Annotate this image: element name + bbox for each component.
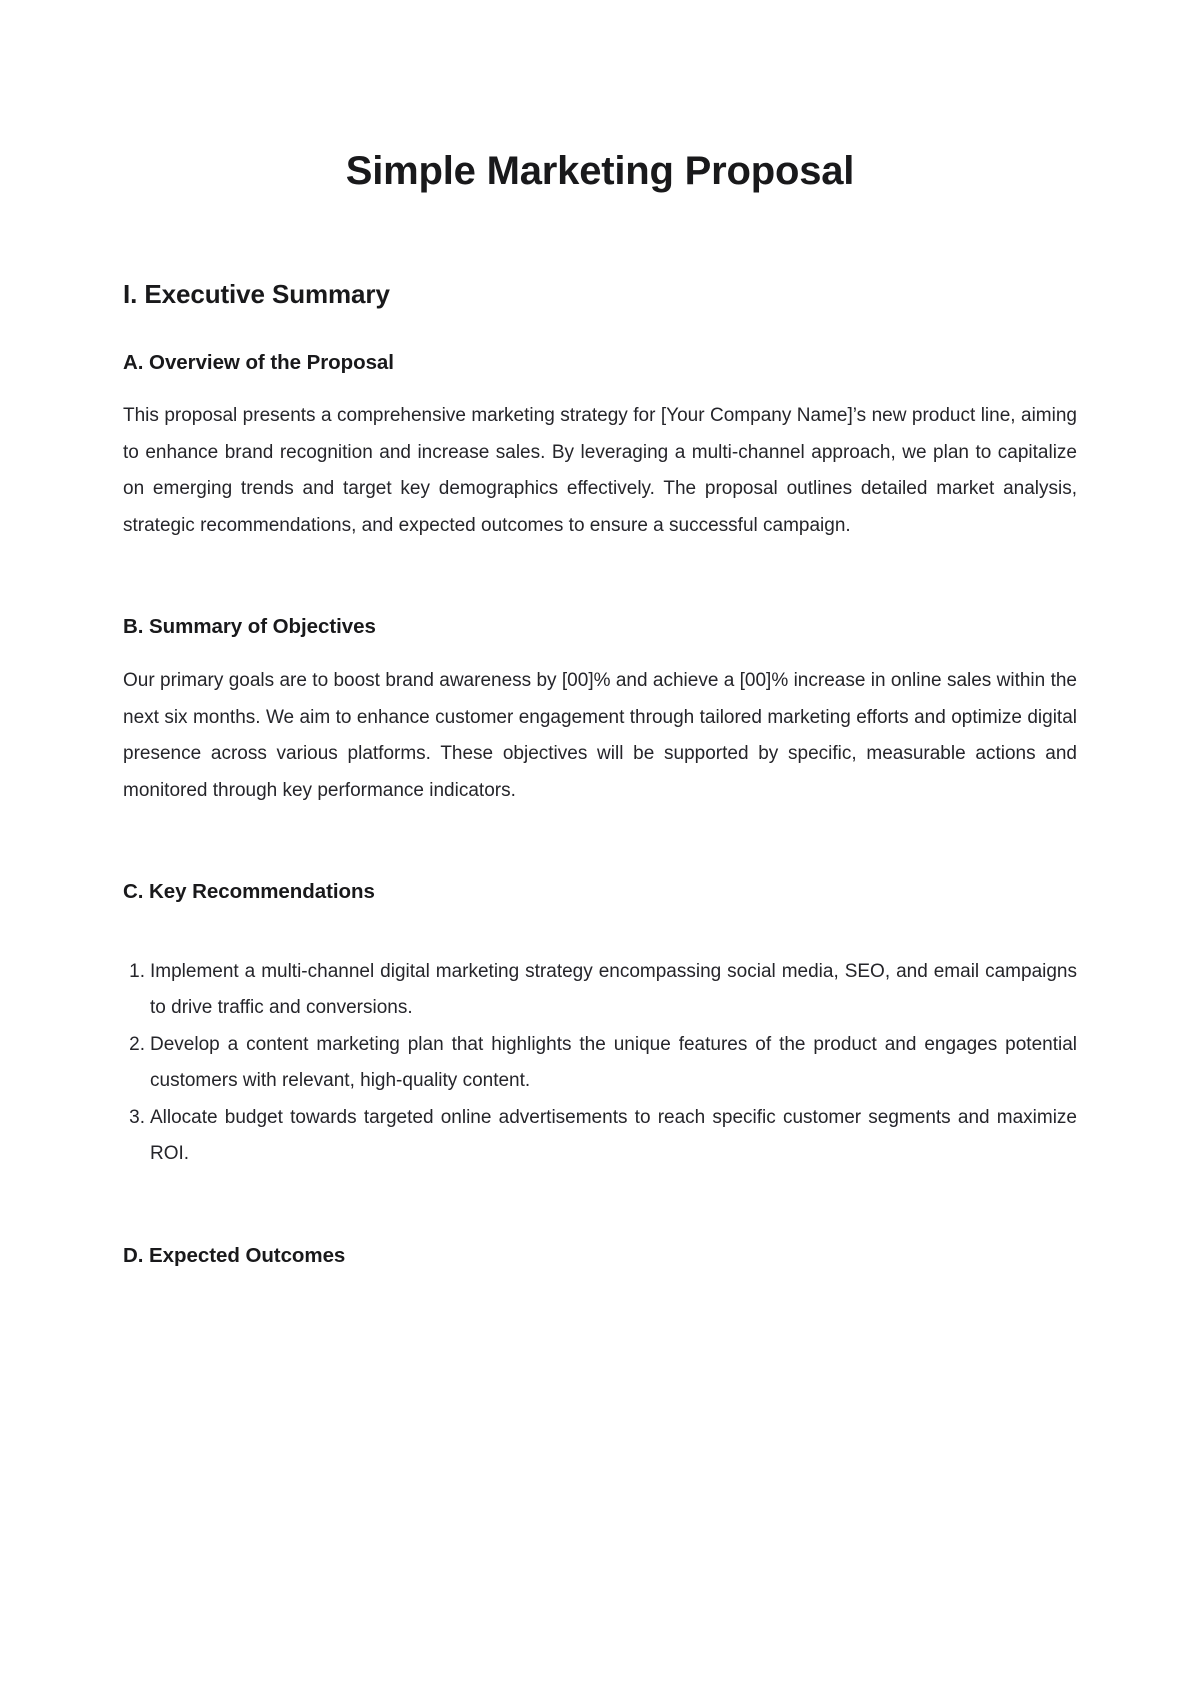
- page-title: Simple Marketing Proposal: [345, 149, 855, 193]
- list-item-text: Allocate budget towards targeted online advertisements to reach specific customer segments and maximize ROI.: [150, 1106, 1077, 1165]
- subsection-heading-expected-outcomes: D. Expected Outcomes: [123, 1243, 346, 1267]
- paragraph-summary-of-objectives: Our primary goals are to boost brand awareness by [00]% and achieve a [00]% increase in online sales within the next six months. We aim to enhance customer engagement through tailored marketing efforts and optimize digital presence across various platforms. These objectives will be supported by specific, measurable actions and monitored through key performance indicators.: [123, 670, 1077, 801]
- key-recommendations-list: [123, 906, 1077, 1173]
- list-item: [123, 1027, 1077, 1100]
- subsection-heading-summary-of-objectives: B. Summary of Objectives: [123, 615, 376, 639]
- list-item-text: Develop a content marketing plan that highlights the unique features of the product and engages potential customers with relevant, high-quality content.: [150, 1033, 1077, 1092]
- subsection-heading-overview-of-the-proposal: A. Overview of the Proposal: [123, 350, 394, 374]
- list-item-text: Implement a multi-channel digital marketing strategy encompassing social media, SEO, and email campaigns to drive traffic and conversions.: [150, 960, 1077, 1019]
- list-item: [123, 954, 1077, 1027]
- paragraph-overview-of-the-proposal: This proposal presents a comprehensive marketing strategy for [Your Company Name]’s new product line, aiming to enhance brand recognition and increase sales. By leveraging a multi-channel approach, we plan to capitalize on emerging trends and target key demographics effectively. The proposal outlines detailed market analysis, strategic recommendations, and expected outcomes to ensure a successful campaign.: [123, 405, 1077, 536]
- list-item: [123, 1100, 1077, 1173]
- subsection-heading-key-recommendations: C. Key Recommendations: [123, 880, 375, 904]
- section-heading-executive-summary: I. Executive Summary: [123, 279, 390, 309]
